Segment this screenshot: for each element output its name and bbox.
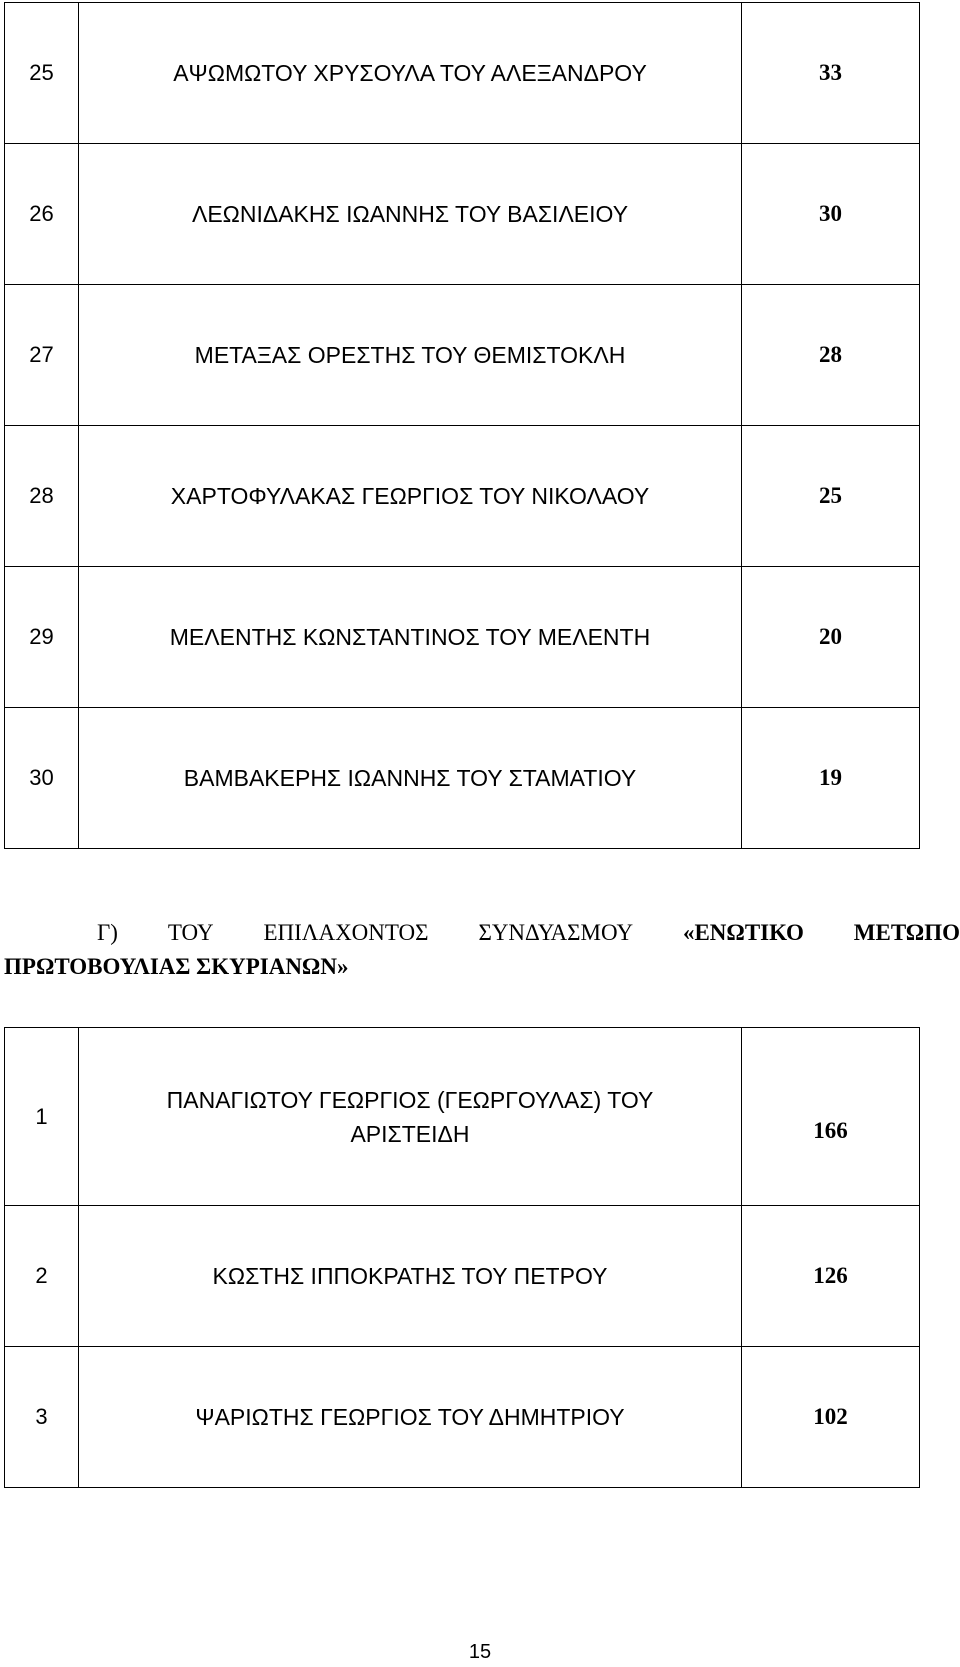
candidate-name: ΜΕΛΕΝΤΗΣ ΚΩΝΣΤΑΝΤΙΝΟΣ ΤΟΥ ΜΕΛΕΝΤΗ bbox=[79, 567, 742, 708]
candidate-number: 27 bbox=[5, 285, 79, 426]
candidate-name-line: ΑΡΙΣΤΕΙΔΗ bbox=[350, 1120, 470, 1147]
candidate-name: ΧΑΡΤΟΦΥΛΑΚΑΣ ΓΕΩΡΓΙΟΣ ΤΟΥ ΝΙΚΟΛΑΟΥ bbox=[79, 426, 742, 567]
heading-word: Γ) bbox=[97, 920, 118, 945]
candidate-votes: 33 bbox=[742, 3, 920, 144]
table-row bbox=[5, 426, 920, 567]
table-row bbox=[5, 1206, 920, 1347]
candidate-votes: 166 bbox=[742, 1028, 920, 1206]
candidate-votes: 102 bbox=[742, 1347, 920, 1488]
candidate-name bbox=[79, 1028, 742, 1206]
candidate-votes: 30 bbox=[742, 144, 920, 285]
candidate-name: ΑΨΩΜΩΤΟΥ ΧΡΥΣΟΥΛΑ ΤΟΥ ΑΛΕΞΑΝΔΡΟΥ bbox=[79, 3, 742, 144]
runner-up-candidates-table bbox=[4, 1027, 920, 1488]
candidates-table bbox=[4, 2, 920, 849]
candidate-number: 30 bbox=[5, 708, 79, 849]
candidate-name: ΛΕΩΝΙΔΑΚΗΣ ΙΩΑΝΝΗΣ ΤΟΥ ΒΑΣΙΛΕΙΟΥ bbox=[79, 144, 742, 285]
candidate-votes: 28 bbox=[742, 285, 920, 426]
section-heading bbox=[0, 916, 960, 984]
table-row bbox=[5, 1347, 920, 1488]
candidate-number: 28 bbox=[5, 426, 79, 567]
section-heading-line1 bbox=[0, 916, 960, 950]
candidate-votes: 126 bbox=[742, 1206, 920, 1347]
section-heading-line2: ΠΡΩΤΟΒΟΥΛΙΑΣ ΣΚΥΡΙΑΝΩΝ» bbox=[4, 954, 349, 979]
candidate-votes: 25 bbox=[742, 426, 920, 567]
table-row bbox=[5, 567, 920, 708]
candidate-number: 3 bbox=[5, 1347, 79, 1488]
table-row bbox=[5, 1028, 920, 1206]
candidate-number: 2 bbox=[5, 1206, 79, 1347]
table-row bbox=[5, 144, 920, 285]
table-row bbox=[5, 708, 920, 849]
candidate-number: 25 bbox=[5, 3, 79, 144]
candidate-name: ΚΩΣΤΗΣ ΙΠΠΟΚΡΑΤΗΣ ΤΟΥ ΠΕΤΡΟΥ bbox=[79, 1206, 742, 1347]
candidate-name: ΨΑΡΙΩΤΗΣ ΓΕΩΡΓΙΟΣ ΤΟΥ ΔΗΜΗΤΡΙΟΥ bbox=[79, 1347, 742, 1488]
heading-word: ΕΠΙΛΑΧΟΝΤΟΣ bbox=[263, 920, 429, 945]
candidate-votes: 20 bbox=[742, 567, 920, 708]
heading-word-bold: ΜΕΤΩΠΟ bbox=[853, 920, 960, 945]
table-row bbox=[5, 3, 920, 144]
heading-word-bold: «ΕΝΩΤΙΚΟ bbox=[682, 920, 804, 945]
table-row bbox=[5, 285, 920, 426]
candidate-number: 1 bbox=[5, 1028, 79, 1206]
candidate-name-line: ΠΑΝΑΓΙΩΤΟΥ ΓΕΩΡΓΙΟΣ (ΓΕΩΡΓΟΥΛΑΣ) ΤΟΥ bbox=[166, 1086, 654, 1113]
candidate-number: 26 bbox=[5, 144, 79, 285]
heading-word: ΤΟΥ bbox=[167, 920, 214, 945]
page-number: 15 bbox=[468, 1641, 492, 1663]
candidate-name: ΒΑΜΒΑΚΕΡΗΣ ΙΩΑΝΝΗΣ ΤΟΥ ΣΤΑΜΑΤΙΟΥ bbox=[79, 708, 742, 849]
candidate-name: ΜΕΤΑΞΑΣ ΟΡΕΣΤΗΣ ΤΟΥ ΘΕΜΙΣΤΟΚΛΗ bbox=[79, 285, 742, 426]
heading-word: ΣΥΝΔΥΑΣΜΟΥ bbox=[478, 920, 634, 945]
candidate-number: 29 bbox=[5, 567, 79, 708]
candidate-votes: 19 bbox=[742, 708, 920, 849]
